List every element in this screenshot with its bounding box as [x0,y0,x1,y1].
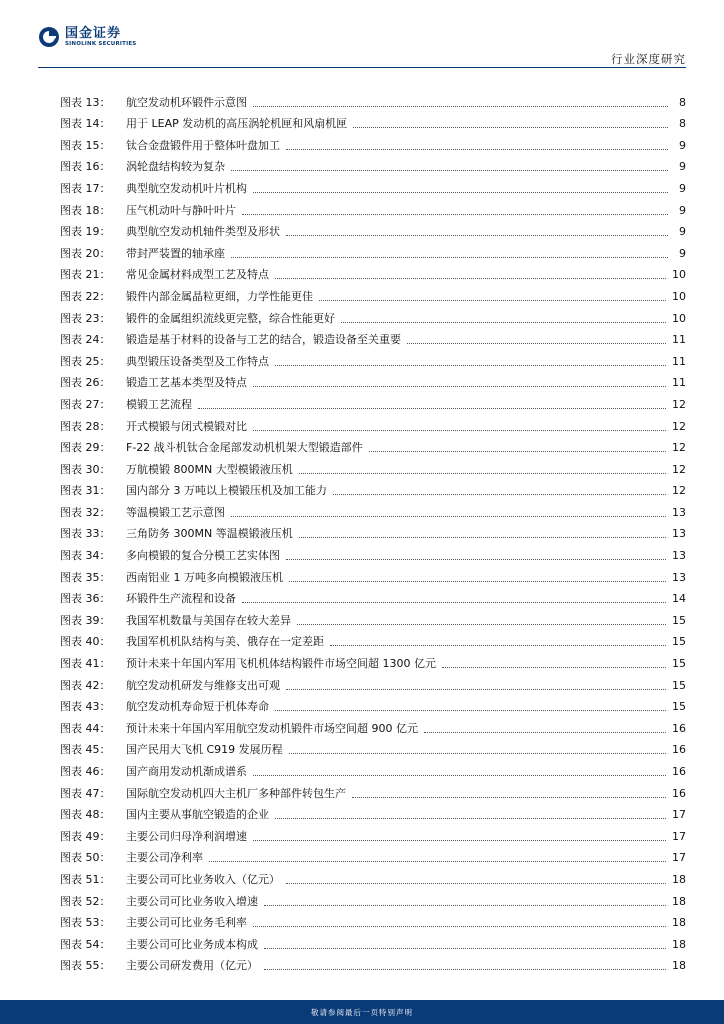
toc-dot-leader [253,386,666,387]
toc-dot-leader [286,235,668,236]
toc-entry-title: 预计未来十年国内军用航空发动机锻件市场空间超 900 亿元 [126,721,418,735]
toc-entry[interactable] [60,649,686,671]
toc-entry-title: 开式模锻与闭式模锻对比 [126,419,247,433]
toc-entry-label: 图表 28： [60,419,111,433]
toc-dot-leader [442,667,666,668]
toc-entry-page: 16 [672,786,686,800]
toc-entry-label: 图表 32： [60,505,111,519]
toc-entry-label: 图表 22： [60,289,111,303]
toc-entry[interactable] [60,736,686,758]
toc-entry-label: 图表 24： [60,333,111,347]
toc-dot-leader [333,494,666,495]
toc-entry-label: 图表 41： [60,657,111,671]
toc-dot-leader [275,365,666,366]
toc-entry-label: 图表 20： [60,246,111,260]
toc-dot-leader [286,149,668,150]
toc-entry-label: 图表 13： [60,95,111,109]
toc-dot-leader [286,559,666,560]
toc-entry-label: 图表 50： [60,851,111,865]
company-logo [38,26,136,48]
toc-entry-page: 13 [672,549,686,563]
toc-dot-leader [253,430,666,431]
toc-entry-page: 18 [672,916,686,930]
toc-entry-title: 预计未来十年国内军用飞机机体结构锻件市场空间超 1300 亿元 [126,657,436,671]
toc-entry[interactable] [60,455,686,477]
toc-entry-title: 国产商用发动机渐成谱系 [126,765,247,778]
logo-english-name: SINOLINK SECURITIES [65,40,137,47]
toc-entry-label: 图表 46： [60,765,111,778]
toc-dot-leader [341,322,666,323]
toc-entry-label: 图表 51： [60,872,111,886]
toc-entry-label: 图表 42： [60,678,111,692]
toc-entry-label: 图表 27： [60,397,111,411]
toc-entry-title: 主要公司研发费用（亿元） [126,959,258,973]
toc-entry-page: 18 [672,894,686,908]
toc-dot-leader [275,818,666,819]
toc-entry[interactable] [60,606,686,628]
toc-entry-page: 15 [672,678,686,692]
toc-entry-title: 万航模锻 800MN 大型模锻液压机 [126,462,293,476]
logo-chinese-name: 国金证券 [65,25,122,41]
toc-dot-leader [319,300,666,301]
toc-dot-leader [286,883,666,884]
toc-entry-page: 13 [672,570,686,584]
toc-entry-label: 图表 49： [60,829,111,843]
toc-entry-title: 三角防务 300MN 等温模锻液压机 [126,527,293,541]
toc-entry[interactable] [60,412,686,434]
toc-dot-leader [264,905,666,906]
toc-entry-title: 航空发动机环锻件示意图 [126,95,247,109]
toc-dot-leader [297,624,666,625]
toc-entry-title: 常见金属材料成型工艺及特点 [126,268,269,282]
toc-entry[interactable] [60,131,686,153]
toc-dot-leader [242,214,668,215]
toc-entry-label: 图表 14： [60,117,111,131]
toc-entry[interactable] [60,239,686,261]
toc-entry-page: 16 [672,765,686,778]
toc-entry[interactable] [60,390,686,412]
toc-entry-page: 9 [679,181,686,195]
disclaimer-notice: 敬请参阅最后一页特别声明 [311,1008,413,1017]
toc-entry-label: 图表 43： [60,700,111,714]
toc-dot-leader [264,969,666,970]
toc-entry-label: 图表 15： [60,138,111,152]
toc-entry-label: 图表 25： [60,354,111,368]
toc-entry-title: 国内主要从事航空锻造的企业 [126,808,269,822]
toc-entry-title: 模锻工艺流程 [126,397,192,411]
toc-entry-label: 图表 39： [60,613,111,627]
toc-dot-leader [353,127,668,128]
toc-entry-page: 18 [672,937,686,951]
toc-entry-label: 图表 52： [60,894,111,908]
toc-entry-page: 10 [672,268,686,282]
toc-entry[interactable] [60,88,686,110]
toc-entry-page: 9 [679,246,686,260]
toc-dot-leader [253,926,666,927]
toc-entry[interactable] [60,714,686,736]
toc-dot-leader [299,537,666,538]
toc-entry-title: 国内部分 3 万吨以上模锻压机及加工能力 [126,484,327,498]
toc-entry-page: 18 [672,872,686,886]
toc-entry-title: 等温模锻工艺示意图 [126,505,225,519]
toc-entry[interactable] [60,563,686,585]
toc-entry-title: F-22 战斗机钛合金尾部发动机机架大型锻造部件 [126,441,363,455]
toc-dot-leader [231,170,668,171]
toc-entry-title: 主要公司归母净利润增速 [126,829,247,843]
toc-entry[interactable] [60,822,686,844]
toc-entry-title: 航空发动机寿命短于机体寿命 [126,700,269,714]
toc-entry[interactable] [60,347,686,369]
toc-dot-leader [330,645,666,646]
toc-entry[interactable] [60,196,686,218]
toc-entry[interactable] [60,153,686,175]
toc-entry-page: 17 [672,829,686,843]
toc-entry-page: 10 [672,289,686,303]
toc-entry-title: 国际航空发动机四大主机厂多种部件转包生产 [126,786,346,800]
toc-entry[interactable] [60,477,686,499]
toc-entry-page: 13 [672,505,686,519]
page-footer [0,1000,724,1024]
toc-entry-label: 图表 54： [60,937,111,951]
toc-entry-title: 主要公司可比业务收入（亿元） [126,872,280,886]
toc-dot-leader [299,473,666,474]
toc-entry-page: 12 [672,441,686,455]
toc-entry-title: 主要公司可比业务毛利率 [126,916,247,930]
toc-entry-page: 10 [672,311,686,325]
toc-entry-title: 典型航空发动机轴件类型及形状 [126,225,280,239]
toc-dot-leader [253,192,668,193]
toc-entry[interactable] [60,865,686,887]
toc-dot-leader [231,257,668,258]
toc-dot-leader [242,602,666,603]
toc-entry-title: 典型锻压设备类型及工作特点 [126,354,269,368]
toc-entry-page: 15 [672,700,686,714]
toc-entry-title: 压气机动叶与静叶叶片 [126,203,236,217]
toc-entry[interactable] [60,844,686,866]
toc-entry-page: 8 [679,95,686,109]
page-header [0,0,724,70]
toc-dot-leader [264,948,666,949]
toc-entry[interactable] [60,369,686,391]
toc-entry-title: 主要公司可比业务成本构成 [126,937,258,951]
toc-entry[interactable] [60,110,686,132]
toc-entry[interactable] [60,671,686,693]
toc-dot-leader [289,753,666,754]
toc-entry-label: 图表 44： [60,721,111,735]
toc-entry[interactable] [60,434,686,456]
toc-entry[interactable] [60,326,686,348]
toc-entry-page: 12 [672,462,686,476]
toc-entry-page: 9 [679,160,686,174]
toc-entry-title: 锻造工艺基本类型及特点 [126,376,247,390]
toc-entry[interactable] [60,282,686,304]
toc-entry[interactable] [60,757,686,779]
toc-dot-leader [198,408,666,409]
toc-entry-label: 图表 47： [60,786,111,800]
toc-entry-label: 图表 36： [60,592,111,606]
toc-entry-title: 带封严装置的轴承座 [126,246,225,260]
toc-entry-title: 主要公司净利率 [126,851,203,865]
toc-entry-page: 15 [672,635,686,649]
toc-dot-leader [369,451,666,452]
toc-entry-title: 环锻件生产流程和设备 [126,592,236,606]
toc-entry-title: 多向模锻的复合分模工艺实体图 [126,549,280,563]
toc-entry-title: 我国军机数量与美国存在较大差异 [126,613,291,627]
toc-entry[interactable] [60,628,686,650]
toc-entry-label: 图表 45： [60,743,111,757]
toc-entry-page: 15 [672,613,686,627]
toc-entry-page: 12 [672,419,686,433]
toc-entry[interactable] [60,887,686,909]
toc-entry-title: 用于 LEAP 发动机的高压涡轮机匣和风扇机匣 [126,117,348,131]
toc-dot-leader [407,343,666,344]
toc-entry-page: 14 [672,592,686,606]
toc-entry-page: 12 [672,397,686,411]
toc-entry-page: 16 [672,721,686,735]
document-type: 行业深度研究 [611,52,686,66]
toc-entry-title: 西南铝业 1 万吨多向模锻液压机 [126,570,283,584]
toc-entry-page: 11 [672,333,686,347]
toc-dot-leader [275,278,666,279]
toc-entry-label: 图表 55： [60,959,111,973]
toc-entry-title: 锻件内部金属晶粒更细，力学性能更佳 [126,289,313,303]
toc-entry-title: 航空发动机研发与维修支出可观 [126,678,280,692]
toc-entry[interactable] [60,909,686,931]
toc-dot-leader [209,861,666,862]
toc-dot-leader [286,689,666,690]
toc-entry-title: 典型航空发动机叶片机构 [126,181,247,195]
toc-entry-page: 11 [672,376,686,390]
toc-entry-label: 图表 31： [60,484,111,498]
toc-entry[interactable] [60,541,686,563]
toc-entry-page: 15 [672,657,686,671]
toc-dot-leader [424,732,666,733]
toc-entry[interactable] [60,693,686,715]
toc-entry-title: 锻造是基于材料的设备与工艺的结合，锻造设备至关重要 [126,333,401,347]
toc-dot-leader [253,106,668,107]
header-divider [38,67,686,68]
toc-entry-page: 9 [679,138,686,152]
toc-entry-page: 12 [672,484,686,498]
toc-entry[interactable] [60,801,686,823]
toc-entry[interactable] [60,779,686,801]
toc-dot-leader [231,516,666,517]
toc-entry-label: 图表 30： [60,462,111,476]
toc-entry-page: 8 [679,117,686,131]
toc-entry-label: 图表 18： [60,203,111,217]
toc-entry[interactable] [60,952,686,974]
toc-entry-label: 图表 17： [60,181,111,195]
toc-entry-label: 图表 16： [60,160,111,174]
toc-dot-leader [253,775,666,776]
toc-dot-leader [352,797,666,798]
toc-entry[interactable] [60,930,686,952]
toc-entry-page: 9 [679,225,686,239]
toc-entry-page: 17 [672,851,686,865]
toc-entry-page: 18 [672,959,686,973]
toc-dot-leader [289,581,666,582]
toc-entry-label: 图表 34： [60,549,111,563]
figure-list [60,88,686,973]
toc-entry-label: 图表 53： [60,916,111,930]
toc-dot-leader [275,710,666,711]
toc-entry-title: 国产民用大飞机 C919 发展历程 [126,743,283,757]
toc-entry[interactable] [60,498,686,520]
toc-dot-leader [253,840,666,841]
toc-entry-label: 图表 33： [60,527,111,541]
toc-entry[interactable] [60,585,686,607]
toc-entry-label: 图表 35： [60,570,111,584]
toc-entry-title: 主要公司可比业务收入增速 [126,894,258,908]
toc-entry-label: 图表 48： [60,808,111,822]
sinolink-logo-icon [38,26,60,48]
toc-entry-title: 锻件的金属组织流线更完整，综合性能更好 [126,311,335,325]
toc-entry-label: 图表 26： [60,376,111,390]
toc-entry-page: 13 [672,527,686,541]
toc-entry[interactable] [60,174,686,196]
toc-entry[interactable] [60,261,686,283]
toc-entry-title: 我国军机机队结构与美、俄存在一定差距 [126,635,324,649]
toc-entry[interactable] [60,218,686,240]
toc-entry-page: 9 [679,203,686,217]
toc-entry-label: 图表 23： [60,311,111,325]
toc-entry-label: 图表 21： [60,268,111,282]
toc-entry-title: 涡轮盘结构较为复杂 [126,160,225,174]
toc-entry-page: 16 [672,743,686,757]
toc-entry-label: 图表 40： [60,635,111,649]
toc-entry-label: 图表 19： [60,225,111,239]
toc-entry-title: 钛合金盘锻件用于整体叶盘加工 [126,138,280,152]
toc-entry-label: 图表 29： [60,441,111,455]
toc-entry-page: 11 [672,354,686,368]
toc-entry[interactable] [60,520,686,542]
toc-entry[interactable] [60,304,686,326]
toc-entry-page: 17 [672,808,686,822]
